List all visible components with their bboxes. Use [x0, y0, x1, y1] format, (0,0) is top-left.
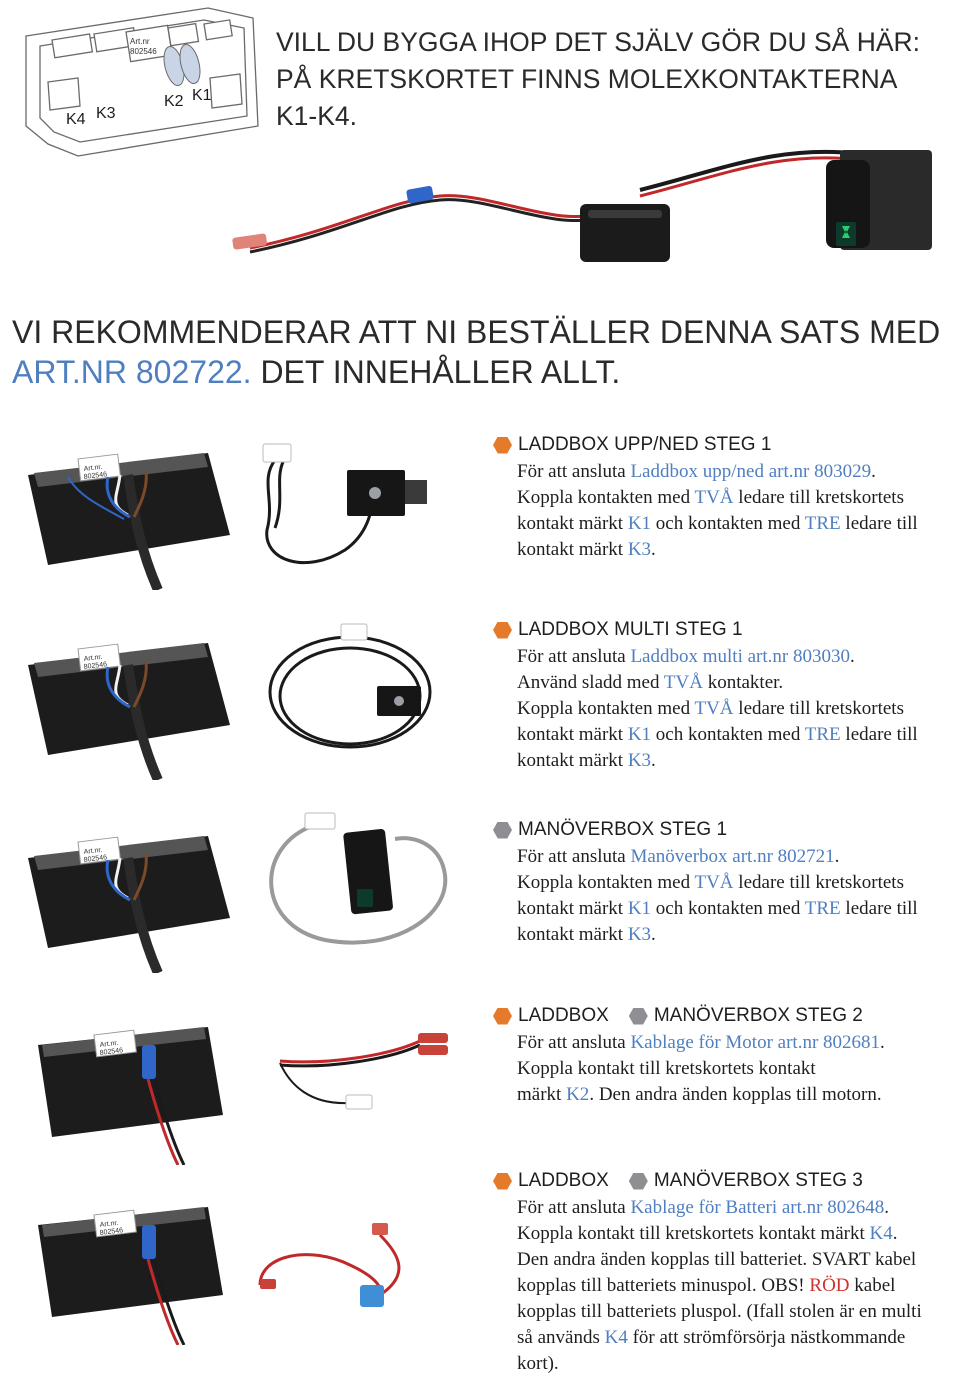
pcb-label-art: Art.nr. — [83, 463, 103, 473]
text-segment: Koppla kontakt till kretskortets kontakt — [517, 1058, 816, 1079]
step-section-motor-cable — [493, 1004, 953, 1108]
text-segment: DET INNEHÅLLER ALLT. — [251, 354, 621, 390]
step-title — [493, 433, 953, 457]
step-title — [493, 1169, 953, 1193]
text-segment: kontakt märkt — [517, 750, 628, 771]
text-segment: LADDBOX MULTI STEG 1 — [518, 619, 743, 640]
text-segment: Manöverbox art.nr 802721 — [630, 846, 835, 867]
orange-hexagon-icon — [493, 622, 512, 639]
step-title — [493, 1004, 953, 1028]
text-segment: MANÖVERBOX STEG 1 — [518, 819, 728, 840]
text-segment: ledare till — [840, 513, 918, 534]
text-segment: och kontakten med — [651, 898, 805, 919]
text-segment: Laddbox multi art.nr 803030 — [630, 646, 850, 667]
text-segment: så används — [517, 1327, 605, 1348]
text-segment: MANÖVERBOX STEG 2 — [653, 1005, 863, 1026]
text-segment: märkt — [517, 1084, 567, 1105]
pcb-label-art: Art.nr. — [99, 1219, 119, 1229]
pcb-label-num: 802546 — [83, 854, 108, 864]
intro-heading — [276, 24, 956, 135]
text-segment: K1 — [627, 724, 652, 745]
text-segment: För att ansluta — [517, 846, 631, 867]
gray-hexagon-icon — [629, 1008, 648, 1025]
accessory-photo — [240, 1215, 465, 1320]
step-section-battery-cable — [493, 1169, 953, 1377]
board-label-k3: K3 — [96, 105, 116, 122]
step-body — [517, 1030, 959, 1108]
text-segment: TRE — [804, 898, 841, 919]
text-segment: . — [849, 646, 855, 667]
pcb-label-art: Art.nr. — [83, 653, 103, 663]
text-segment: kontakt märkt — [517, 724, 628, 745]
step-title — [493, 618, 953, 642]
text-segment: Koppla kontakten med — [517, 698, 695, 719]
text-segment: . — [834, 846, 840, 867]
text-segment: kontakt märkt — [517, 898, 628, 919]
text-segment: För att ansluta — [517, 646, 631, 667]
pcb-label-art: Art.nr. — [83, 846, 103, 856]
text-segment: Använd sladd med — [517, 672, 664, 693]
text-segment: kabel — [849, 1275, 896, 1296]
intro-heading-line: VILL DU BYGGA IHOP DET SJÄLV GÖR DU SÅ HÄR: — [276, 27, 921, 57]
text-segment: För att ansluta — [517, 461, 631, 482]
pcb-label-art: Art.nr. — [99, 1039, 119, 1049]
text-segment: . — [651, 924, 656, 945]
pcb-label-num: 802546 — [99, 1227, 124, 1237]
orange-hexagon-icon — [493, 437, 512, 454]
text-segment: RÖD — [809, 1275, 850, 1296]
text-segment: kontakt märkt — [517, 513, 628, 534]
text-segment: K1 — [627, 513, 652, 534]
step-section-manoverbox — [493, 818, 953, 948]
text-segment: MANÖVERBOX STEG 3 — [653, 1170, 863, 1191]
accessory-photo — [245, 440, 450, 585]
text-segment: TVÅ — [694, 487, 734, 508]
text-segment: K4 — [604, 1327, 628, 1348]
step-section-laddbox-multi — [493, 618, 953, 774]
recommended-article-number: ART.NR 802722. — [12, 354, 252, 390]
text-segment: kopplas till batteriets minuspol. OBS! — [517, 1275, 810, 1296]
kit-photo — [220, 130, 960, 280]
pcb-photo — [8, 425, 238, 590]
text-segment: kort). — [517, 1353, 559, 1374]
step-body — [517, 1195, 959, 1377]
text-segment: Laddbox upp/ned art.nr 803029 — [630, 461, 872, 482]
accessory-photo — [245, 622, 455, 772]
text-segment: och kontakten med — [651, 513, 805, 534]
text-segment: K4 — [869, 1223, 893, 1244]
text-segment: TVÅ — [663, 672, 703, 693]
text-segment: kopplas till batteriets pluspol. (Ifall stolen är en multi — [517, 1301, 922, 1322]
text-segment: Koppla kontakten med — [517, 487, 695, 508]
pcb-label-num: 802546 — [83, 471, 108, 481]
intro-heading-line: K1-K4. — [276, 101, 358, 131]
text-segment: Kablage för Batteri art.nr 802648 — [630, 1197, 885, 1218]
pcb-photo — [8, 615, 238, 780]
board-label-k2: K2 — [164, 93, 184, 110]
text-segment: Koppla kontakten med — [517, 872, 695, 893]
text-segment: TVÅ — [694, 698, 734, 719]
text-segment: Kablage för Motor art.nr 802681 — [630, 1032, 881, 1053]
text-segment: TRE — [804, 724, 841, 745]
text-segment: kontakter. — [702, 672, 784, 693]
step-title — [493, 818, 953, 842]
text-segment: . — [651, 539, 656, 560]
orange-hexagon-icon — [493, 1173, 512, 1190]
text-segment: K3 — [627, 924, 652, 945]
board-label-num: 802546 — [130, 47, 157, 56]
pcb-photo — [8, 1005, 238, 1165]
text-segment: K3 — [627, 750, 652, 771]
text-segment: LADDBOX UPP/NED STEG 1 — [518, 434, 772, 455]
pcb-photo — [8, 808, 238, 973]
text-segment: Den andra änden kopplas till batteriet. SVART kabel — [517, 1249, 917, 1270]
accessory-photo — [245, 805, 460, 955]
text-segment: . — [871, 461, 876, 482]
text-segment: ledare till — [840, 724, 918, 745]
text-segment: . Den andra änden kopplas till motorn. — [589, 1084, 882, 1105]
recommendation-heading — [12, 312, 952, 392]
pcb-label-num: 802546 — [83, 661, 108, 671]
text-segment: K1 — [627, 898, 652, 919]
board-label-art: Art.nr — [130, 37, 150, 46]
step-body — [517, 844, 959, 948]
text-segment: LADDBOX — [518, 1170, 609, 1191]
recommendation-line-2 — [12, 352, 952, 392]
text-segment: . — [892, 1223, 898, 1244]
text-segment: . — [651, 750, 656, 771]
text-segment: För att ansluta — [517, 1197, 631, 1218]
step-section-laddbox-upp-ned — [493, 433, 953, 563]
text-segment: K2 — [566, 1084, 590, 1105]
text-segment: ledare till kretskortets — [733, 872, 904, 893]
pcb-photo — [8, 1185, 238, 1345]
text-segment: ledare till — [840, 898, 918, 919]
text-segment: TVÅ — [694, 872, 734, 893]
pcb-label-num: 802546 — [99, 1047, 124, 1057]
gray-hexagon-icon — [493, 822, 512, 839]
step-body — [517, 644, 959, 774]
text-segment: Koppla kontakt till kretskortets kontakt märkt — [517, 1223, 870, 1244]
text-segment: K3 — [627, 539, 652, 560]
text-segment: TRE — [804, 513, 841, 534]
text-segment: kontakt märkt — [517, 924, 628, 945]
text-segment: LADDBOX — [518, 1005, 609, 1026]
text-segment: För att ansluta — [517, 1032, 631, 1053]
text-segment: kontakt märkt — [517, 539, 628, 560]
gray-hexagon-icon — [629, 1173, 648, 1190]
text-segment: ledare till kretskortets — [733, 698, 904, 719]
text-segment: . — [884, 1197, 889, 1218]
text-segment: . — [880, 1032, 885, 1053]
intro-heading-line: PÅ KRETSKORTET FINNS MOLEXKONTAKTERNA — [276, 64, 898, 94]
accessory-photo — [250, 1015, 470, 1120]
recommendation-line-1: VI REKOMMENDERAR ATT NI BESTÄLLER DENNA SATS MED — [12, 314, 941, 350]
text-segment: för att strömförsörja nästkommande — [627, 1327, 906, 1348]
text-segment: ledare till kretskortets — [733, 487, 904, 508]
text-segment: och kontakten med — [651, 724, 805, 745]
board-label-k4: K4 — [66, 111, 86, 128]
orange-hexagon-icon — [493, 1008, 512, 1025]
step-body — [517, 459, 959, 563]
board-label-k1: K1 — [192, 87, 212, 104]
